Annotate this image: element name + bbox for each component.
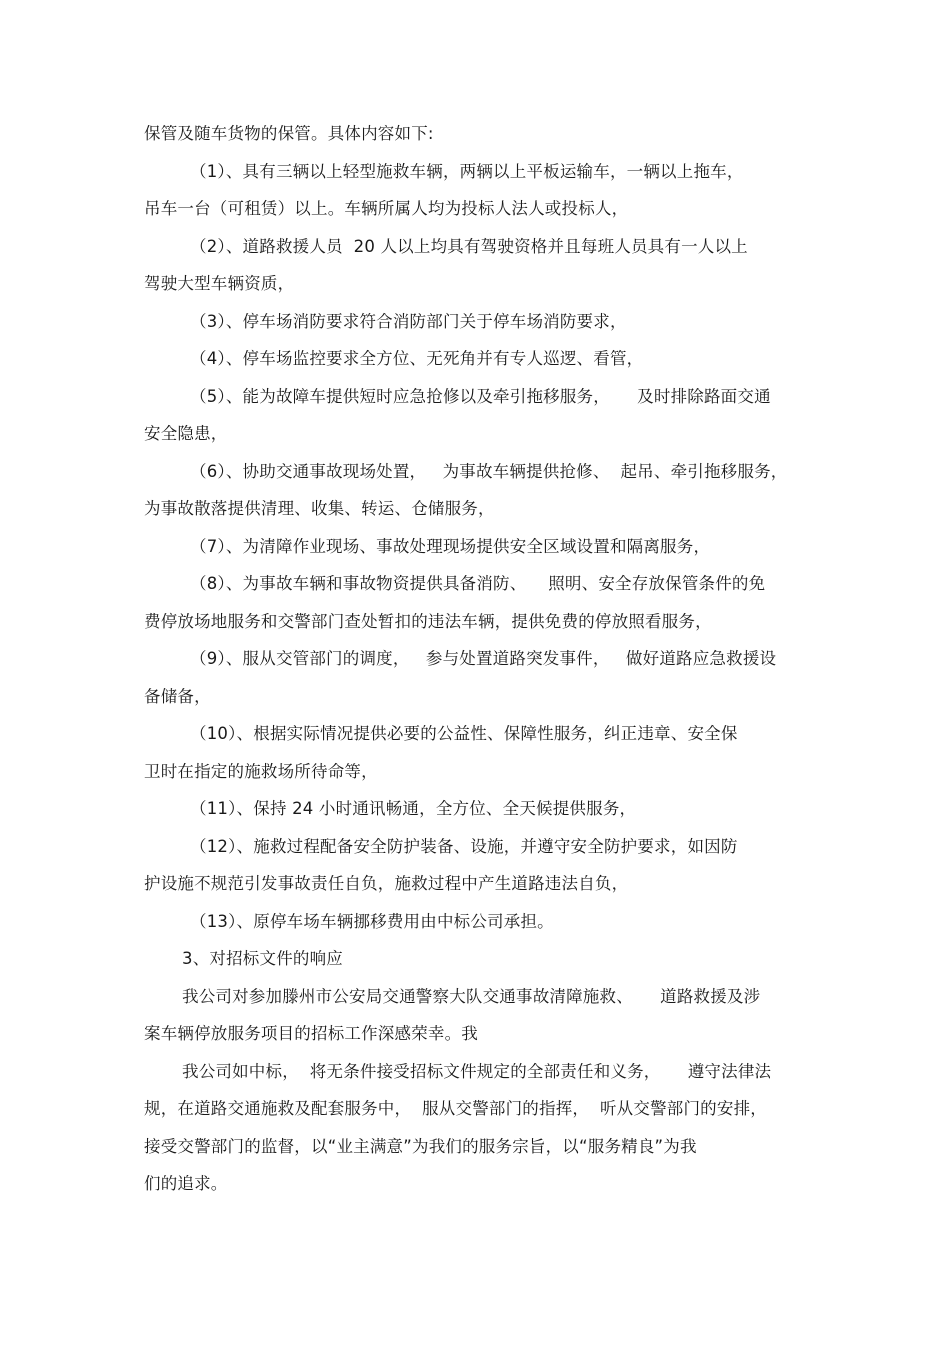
text-line: 安全隐患， <box>144 424 228 443</box>
text-line: 接受交警部门的监督，以“业主满意”为我们的服务宗旨，以“服务精良”为我 <box>144 1137 697 1156</box>
text-line: 们的追求。 <box>144 1174 228 1193</box>
text-line: （2）、道路救援人员 20 人以上均具有驾驶资格并且每班人员具有一人以上 <box>190 237 748 256</box>
text-line: 我公司对参加滕州市公安局交通警察大队交通事故清障施救、 道路救援及涉 <box>182 987 761 1006</box>
text-line: 我公司如中标， 将无条件接受招标文件规定的全部责任和义务， 遵守法律法 <box>182 1062 772 1081</box>
text-line: （4）、停车场监控要求全方位、无死角并有专人巡逻、看管， <box>190 349 644 368</box>
text-line: 规，在道路交通施救及配套服务中， 服从交警部门的指挥， 听从交警部门的安排， <box>144 1099 767 1118</box>
text-line: （5）、能为故障车提供短时应急抢修以及牵引拖移服务， 及时排除路面交通 <box>190 387 771 406</box>
section-heading: 3、对招标文件的响应 <box>182 949 343 968</box>
text-line: （7）、为清障作业现场、事故处理现场提供安全区域设置和隔离服务， <box>190 537 711 556</box>
text-line: 保管及随车货物的保管。具体内容如下: <box>144 124 434 143</box>
text-line: （12）、施救过程配备安全防护装备、设施，并遵守安全防护要求，如因防 <box>190 837 738 856</box>
text-line: 驾驶大型车辆资质， <box>144 274 295 293</box>
text-line: 卫时在指定的施救场所待命等， <box>144 762 378 781</box>
text-line: （10）、根据实际情况提供必要的公益性、保障性服务，纠正违章、安全保 <box>190 724 738 743</box>
text-line: 备储备， <box>144 687 211 706</box>
text-line: （11）、保持 24 小时通讯畅通，全方位、全天候提供服务， <box>190 799 637 818</box>
text-line: （6）、协助交通事故现场处置， 为事故车辆提供抢修、 起吊、牵引拖移服务， <box>190 462 788 481</box>
text-line: （3）、停车场消防要求符合消防部门关于停车场消防要求， <box>190 312 627 331</box>
text-line: （13）、原停车场车辆挪移费用由中标公司承担。 <box>190 912 554 931</box>
text-line: 费停放场地服务和交警部门查处暂扣的违法车辆，提供免费的停放照看服务， <box>144 612 712 631</box>
text-line: （8）、为事故车辆和事故物资提供具备消防、 照明、安全存放保管条件的免 <box>190 574 766 593</box>
text-line: 吊车一台（可租赁）以上。车辆所属人均为投标人法人或投标人， <box>144 199 629 218</box>
text-line: 为事故散落提供清理、收集、转运、仓储服务， <box>144 499 495 518</box>
text-line: 案车辆停放服务项目的招标工作深感荣幸。我 <box>144 1024 478 1043</box>
text-line: （1）、具有三辆以上轻型施救车辆，两辆以上平板运输车，一辆以上拖车， <box>190 162 744 181</box>
text-line: （9）、服从交管部门的调度， 参与处置道路突发事件， 做好道路应急救援设 <box>190 649 777 668</box>
text-line: 护设施不规范引发事故责任自负，施救过程中产生道路违法自负， <box>144 874 629 893</box>
